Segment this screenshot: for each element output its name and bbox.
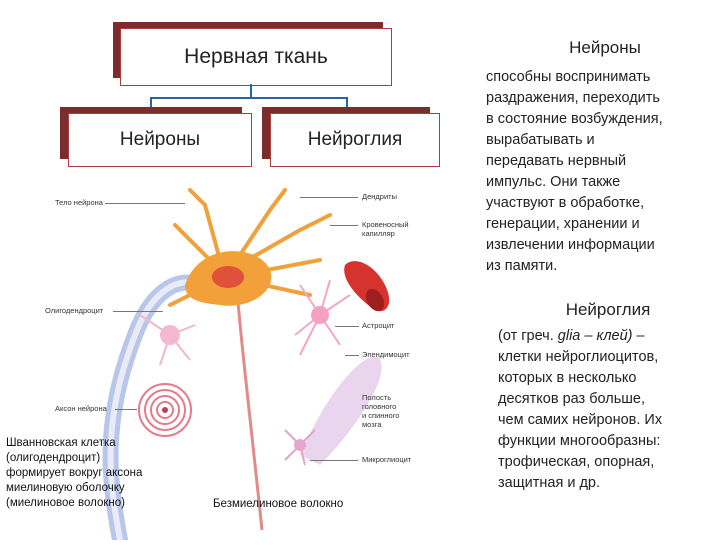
neuroglia-description-line: защитная и др.: [498, 475, 601, 491]
label-cavity-1: Полость: [362, 393, 392, 402]
neuroglia-description-line: десятков раз больше,: [498, 391, 646, 407]
root-box-label: Нервная ткань: [184, 45, 328, 68]
leader-capillary: [330, 225, 358, 226]
neuroglia-description-line: чем самих нейронов. Их: [498, 412, 663, 428]
leader-microglia: [310, 460, 358, 461]
unmyelinated-caption: Безмиелиновое волокно: [213, 498, 344, 510]
neuroglia-box-label: Нейроглия: [307, 129, 403, 150]
leader-axon: [115, 409, 137, 410]
neurons-description: [486, 67, 716, 277]
schwann-caption-line: Шванновская клетка: [6, 437, 116, 449]
label-capillary-2: капилляр: [362, 229, 395, 238]
neuroglia-description-line: функции многообразны:: [498, 433, 661, 449]
astrocyte-body: [311, 306, 329, 324]
label-neuron-body: Тело нейрона: [55, 198, 103, 207]
label-axon: Аксон нейрона: [55, 404, 107, 413]
neuroglia-description-line: трофическая, опорная,: [498, 454, 655, 470]
connector-vertical-left: [150, 97, 152, 107]
schwann-caption-line: (миелиновое волокно): [6, 497, 125, 509]
schwann-caption-line: (олигодендроцит): [6, 452, 101, 464]
neuron-nucleus: [212, 266, 244, 288]
connector-horizontal: [150, 97, 348, 99]
label-capillary-1: Кровеносный: [362, 220, 409, 229]
neuroglia-box: [270, 113, 440, 167]
label-microglia: Микроглиоцит: [362, 455, 412, 464]
label-dendrites: Дендриты: [362, 192, 397, 201]
neurons-description-line: раздражения, переходить: [486, 90, 660, 106]
label-cavity-3: и спинного: [362, 411, 400, 420]
neuroglia-description-line: которых в несколько: [498, 370, 637, 386]
neurons-description-line: извлечении информации: [486, 237, 655, 253]
neuroglia-heading: Нейроглия: [565, 300, 651, 319]
axon-cross-section: [162, 407, 168, 413]
leader-ependymocyte: [345, 355, 359, 356]
blood-capillary: [344, 261, 389, 314]
neuroglia-description: [498, 326, 718, 494]
label-cavity-4: мозга: [362, 420, 382, 429]
leader-oligodendrocyte: [113, 311, 163, 312]
leader-dendrites: [300, 197, 358, 198]
leader-astrocyte: [335, 326, 359, 327]
root-box: [120, 28, 392, 86]
neurons-heading: Нейроны: [569, 38, 641, 57]
leader-neuron-body: [105, 203, 185, 204]
neurons-description-line: в состояние возбуждения,: [486, 111, 663, 127]
glia-etymology: glia – клей): [557, 328, 633, 344]
connector-vertical-right: [346, 97, 348, 107]
label-ependymocyte: Эпендимоцит: [362, 350, 410, 359]
label-astrocyte: Астроцит: [362, 321, 395, 330]
neurons-box: [68, 113, 252, 167]
oligodendrocyte-body: [160, 325, 180, 345]
neurons-description-line: передавать нервный: [486, 153, 627, 169]
label-cavity-2: головного: [362, 402, 397, 411]
schwann-caption: [6, 436, 176, 511]
neuroglia-intro-line: (от греч. glia – клей) –: [498, 328, 645, 344]
neurons-description-line: генерации, хранении и: [486, 216, 640, 232]
neurons-description-line: вырабатывать и: [486, 132, 595, 148]
neural-tissue-illustration: [0, 185, 460, 540]
neurons-description-line: импульс. Они также: [486, 174, 621, 190]
neurons-description-line: из памяти.: [486, 258, 558, 274]
neurons-description-line: участвуют в обработке,: [486, 195, 645, 211]
connector-vertical-root: [250, 84, 252, 98]
schwann-caption-line: миелиновую оболочку: [6, 482, 125, 494]
neurons-box-label: Нейроны: [119, 129, 201, 150]
label-oligodendrocyte: Олигодендроцит: [45, 306, 104, 315]
microglia-body: [294, 439, 306, 451]
neurons-description-line: способны воспринимать: [486, 69, 651, 85]
schwann-caption-line: формирует вокруг аксона: [6, 467, 143, 479]
neuroglia-description-line: клетки нейроглиоцитов,: [498, 349, 659, 365]
